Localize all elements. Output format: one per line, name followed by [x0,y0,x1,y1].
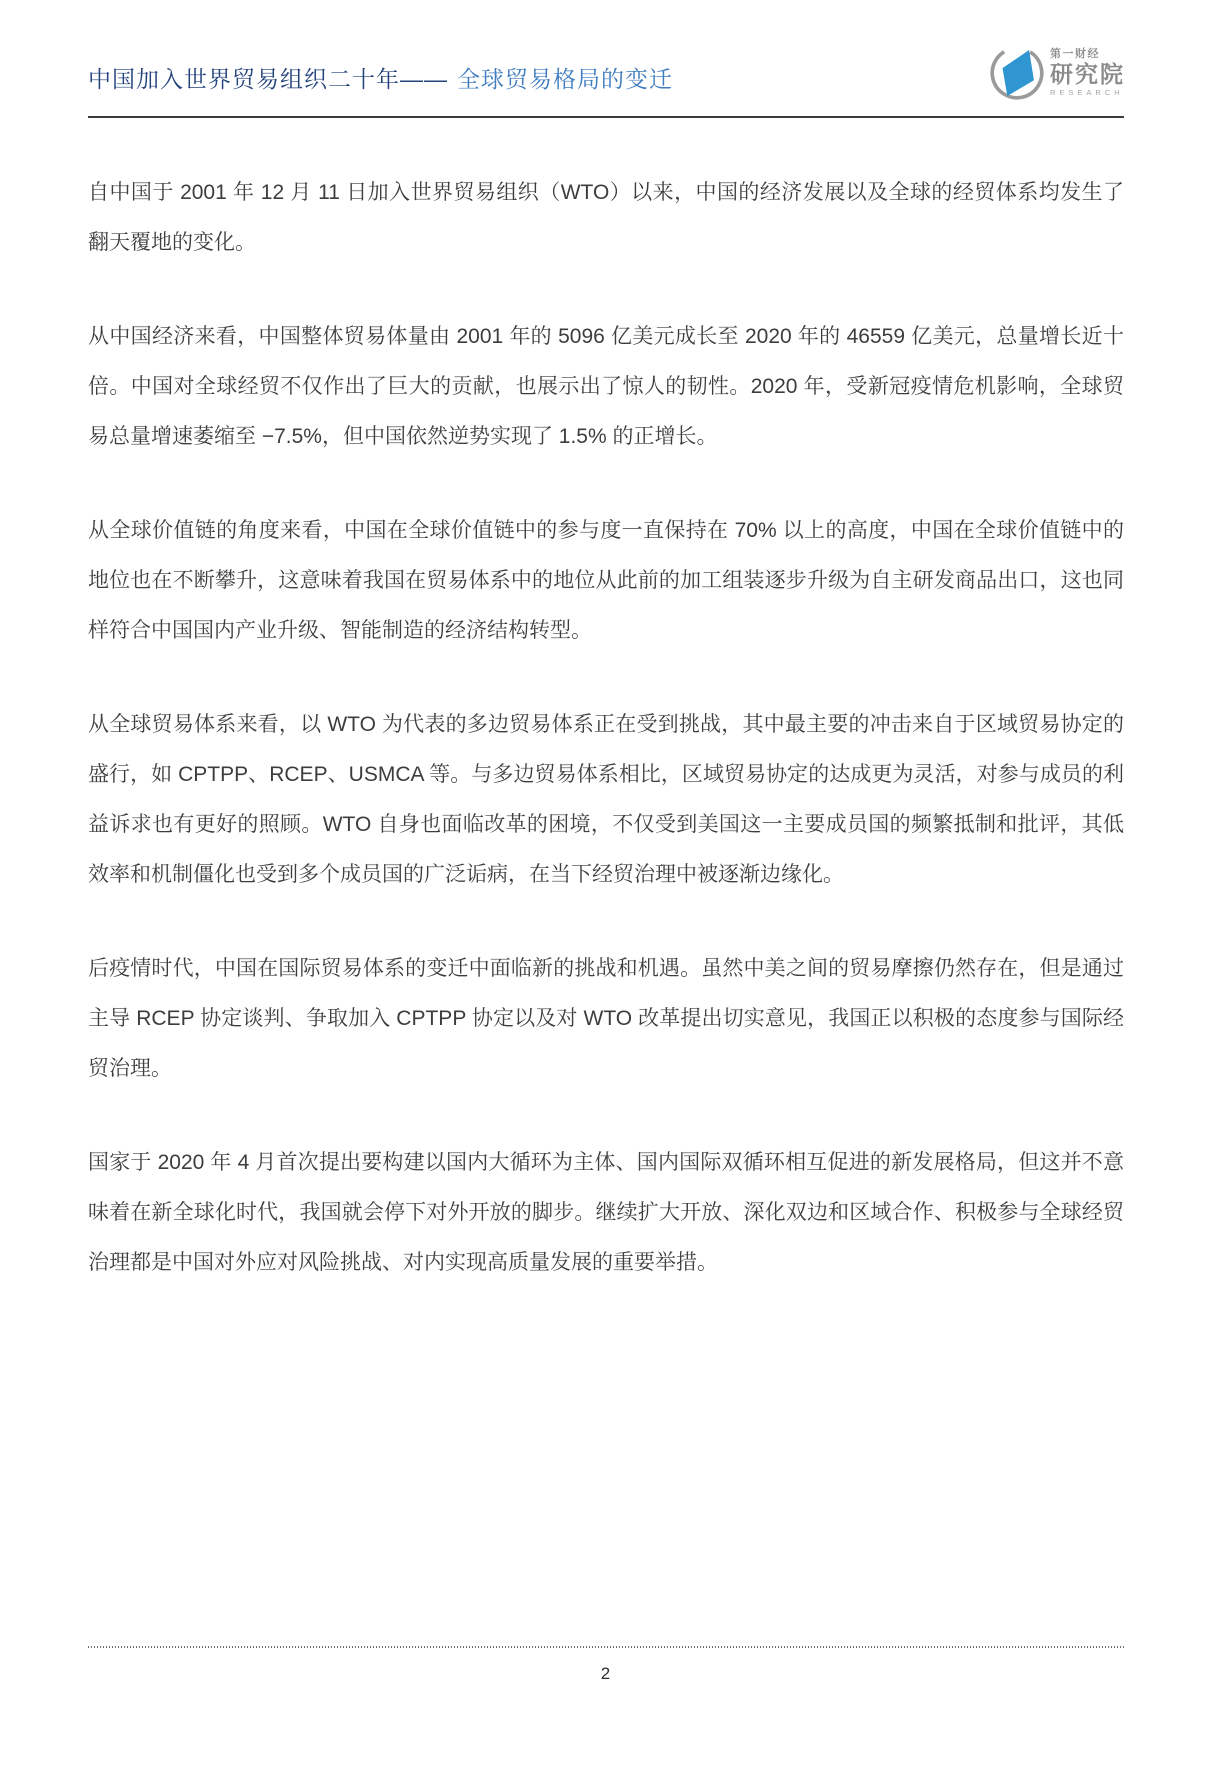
yicai-research-logo [988,44,1125,102]
paragraph-intro: 自中国于 2001 年 12 月 11 日加入世界贸易组织（WTO）以来，中国的经济发展以及全球的经贸体系均发生了翻天覆地的变化。 [88,181,1124,254]
logo-brand-main: 研究院 [1050,61,1125,88]
logo-circle-icon [988,44,1046,102]
paragraph-post-pandemic: 后疫情时代，中国在国际贸易体系的变迁中面临新的挑战和机遇。虽然中美之间的贸易摩擦仍然存在，但是通过主导 RCEP 协定谈判、争取加入 CPTPP 协定以及对 WTO 改革提出切实意见，我国正以积极的态度参与国际经贸治理。 [88,957,1124,1080]
logo-brand-cn: 第一财经 [1050,48,1100,61]
footer-divider [88,1646,1124,1648]
page-number: 2 [600,1664,611,1683]
paragraph-trade-system: 从全球贸易体系来看，以 WTO 为代表的多边贸易体系正在受到挑战，其中最主要的冲击来自于区域贸易协定的盛行，如 CPTPP、RCEP、USMCA 等。与多边贸易体系相比，区域贸易协定的达成更为灵活，对参与成员的利益诉求也有更好的照顾。WTO 自身也面临改革的困境，不仅受到美国这一主要成员国的频繁抵制和批评，其低效率和机制僵化也受到多个成员国的广泛诟病，在当下经贸治理中被逐渐边缘化。 [88,713,1124,886]
paragraph-value-chain: 从全球价值链的角度来看，中国在全球价值链中的参与度一直保持在 70% 以上的高度，中国在全球价值链中的地位也在不断攀升，这意味着我国在贸易体系中的地位从此前的加工组装逐步升级为自主研发商品出口，这也同样符合中国国内产业升级、智能制造的经济结构转型。 [88,519,1124,642]
logo-wordmark [1050,49,1125,97]
logo-brand-en: RESEARCH [1050,88,1124,98]
page-title-primary: 中国加入世界贸易组织二十年—— [88,66,448,92]
page-title-secondary: 全球贸易格局的变迁 [457,66,673,92]
header-divider [88,116,1124,118]
document-body [88,168,1124,1332]
paragraph-china-economy: 从中国经济来看，中国整体贸易体量由 2001 年的 5096 亿美元成长至 2020 年的 46559 亿美元，总量增长近十倍。中国对全球经贸不仅作出了巨大的贡献，也展示出了惊人的韧性。2020 年，受新冠疫情危机影响，全球贸易总量增速萎缩至 −7.5%，但中国依然逆势实现了 1.5% 的正增长。 [88,325,1124,448]
page-title [88,61,673,94]
paragraph-dual-circulation: 国家于 2020 年 4 月首次提出要构建以国内大循环为主体、国内国际双循环相互促进的新发展格局，但这并不意味着在新全球化时代，我国就会停下对外开放的脚步。继续扩大开放、深化双边和区域合作、积极参与全球经贸治理都是中国对外应对风险挑战、对内实现高质量发展的重要举措。 [88,1151,1124,1274]
